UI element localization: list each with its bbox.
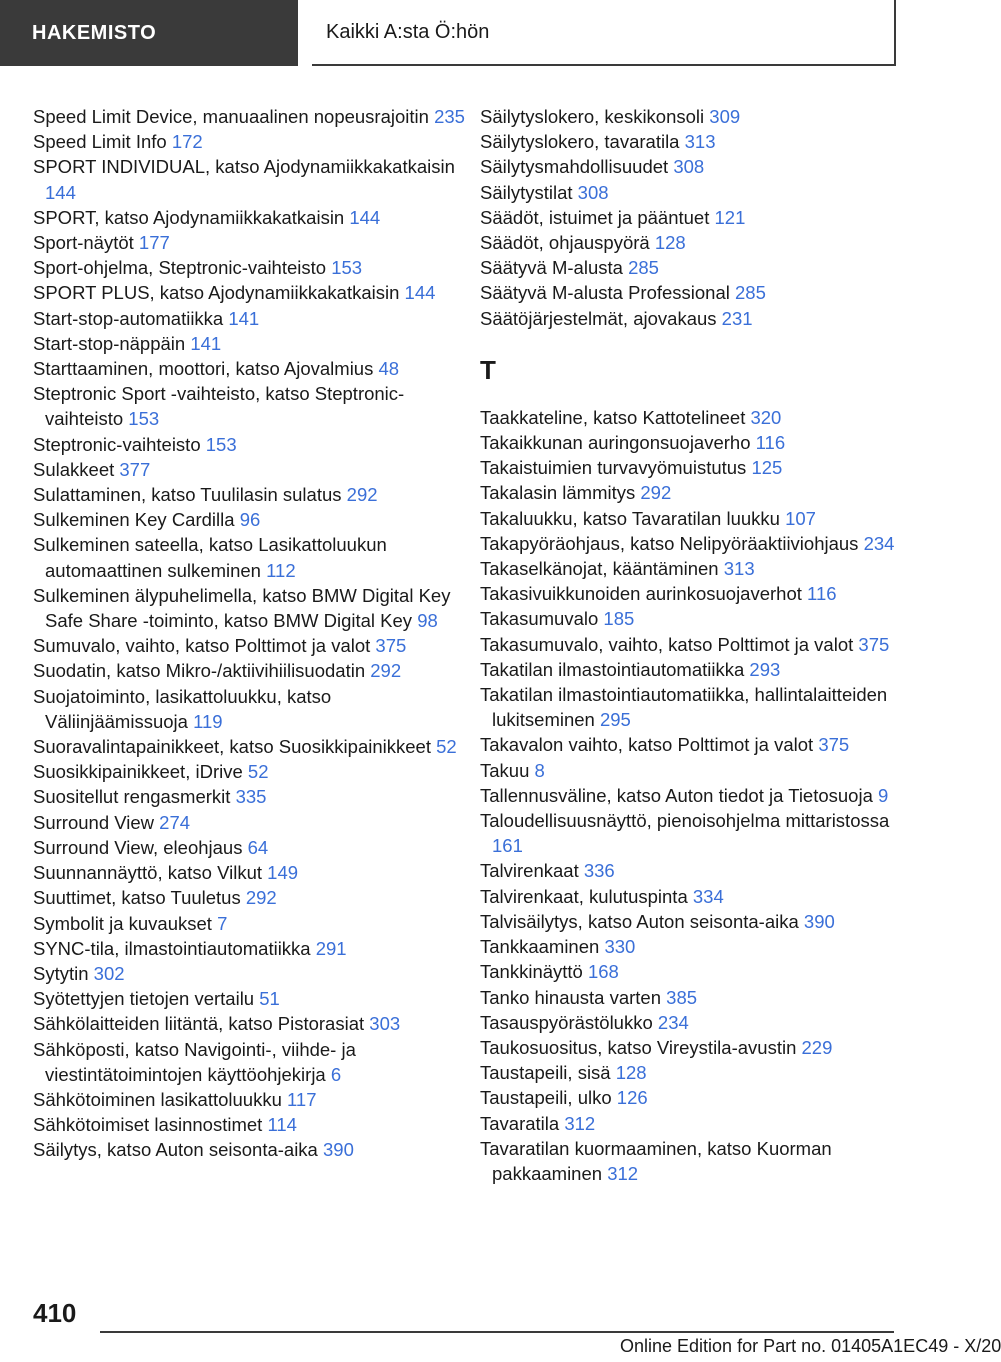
entry-page-link[interactable]: 114	[267, 1114, 297, 1136]
entry-page-link[interactable]: 292	[640, 482, 672, 504]
entry-term: Sulkeminen älypuhelimella, katso BMW Digital Key Safe Share -toiminto, katso BMW Digital Key	[33, 584, 451, 632]
entry-page-link[interactable]: 312	[564, 1112, 596, 1134]
entry-page-link[interactable]: 336	[583, 860, 615, 882]
entry-page-link[interactable]: 390	[803, 910, 835, 932]
index-entry	[33, 658, 473, 683]
entry-page-link[interactable]: 330	[604, 936, 636, 958]
entry-term: Sulakkeet	[33, 458, 115, 480]
index-entry	[480, 1085, 920, 1110]
section-subtitle: Kaikki A:sta Ö:hön	[326, 20, 490, 43]
entry-term: Talvirenkaat, kulutuspinta	[480, 885, 688, 907]
index-entry	[480, 154, 920, 179]
entry-page-link[interactable]: 308	[673, 156, 705, 178]
index-entry	[33, 507, 473, 532]
entry-term: Takapyöräohjaus, katso Nelipyöräaktiiviohjaus	[480, 532, 859, 554]
entry-page-link[interactable]: 390	[323, 1139, 354, 1161]
entry-page-link[interactable]: 334	[692, 885, 724, 907]
tab-divider	[298, 0, 312, 66]
entry-page-link[interactable]: 128	[654, 232, 686, 254]
index-entry	[480, 255, 920, 280]
entry-term: Takaselkänojat, kääntäminen	[480, 558, 719, 580]
index-entry	[33, 885, 473, 910]
index-entry	[480, 632, 920, 657]
footer-rule	[100, 1331, 894, 1333]
entry-term: SPORT INDIVIDUAL, katso Ajodynamiikkakatkaisin	[33, 156, 455, 178]
page-header	[0, 0, 960, 66]
entry-term: Sulattaminen, katso Tuulilasin sulatus	[33, 484, 342, 506]
index-entry	[480, 506, 920, 531]
entry-term: SPORT, katso Ajodynamiikkakatkaisin	[33, 206, 345, 228]
entry-term: Sulkeminen Key Cardilla	[33, 509, 235, 531]
index-entry	[33, 961, 473, 986]
entry-page-link[interactable]: 313	[723, 558, 755, 580]
index-entry	[33, 860, 473, 885]
index-entry	[480, 230, 920, 255]
index-entry	[480, 758, 920, 783]
entry-page-link[interactable]: 375	[375, 635, 407, 657]
entry-term: Taukosuositus, katso Vireystila-avustin	[480, 1036, 797, 1058]
entry-term: Speed Limit Device, manuaalinen nopeusrajoitin	[33, 106, 429, 127]
index-letter-heading: T	[480, 354, 496, 385]
index-entry	[33, 1137, 473, 1162]
entry-page-link[interactable]: 231	[721, 307, 753, 329]
index-entry	[33, 1037, 473, 1087]
entry-page-link[interactable]: 293	[749, 658, 781, 680]
index-entry	[33, 381, 473, 431]
entry-term: Tasauspyörästölukko	[480, 1011, 653, 1033]
entry-term: Säilytystilat	[480, 181, 573, 203]
entry-term: Suodatin, katso Mikro-/aktiivihiilisuodatin	[33, 660, 366, 682]
entry-page-link[interactable]: 274	[159, 811, 191, 833]
entry-term: Syötettyjen tietojen vertailu	[33, 988, 255, 1010]
index-entry	[33, 306, 473, 331]
entry-page-link[interactable]: 308	[577, 181, 609, 203]
entry-page-link[interactable]: 377	[119, 458, 151, 480]
entry-page-link[interactable]: 9	[878, 784, 889, 806]
index-entry	[33, 356, 473, 381]
entry-page-link[interactable]: 149	[267, 862, 299, 884]
entry-term: Takuu	[480, 759, 530, 781]
entry-page-link[interactable]: 313	[684, 131, 716, 153]
index-column-left	[33, 104, 473, 1163]
entry-term: Start-stop-automatiikka	[33, 307, 224, 329]
entry-term: Steptronic-vaihteisto	[33, 433, 201, 455]
index-entry	[480, 1010, 920, 1035]
index-entry	[33, 784, 473, 809]
entry-page-link[interactable]: 295	[599, 709, 631, 731]
index-entry	[480, 934, 920, 959]
entry-term: Taakkateline, katso Kattotelineet	[480, 406, 746, 428]
index-entry	[480, 657, 920, 682]
index-entry	[480, 306, 920, 331]
index-entry	[33, 810, 473, 835]
entry-page-link[interactable]: 126	[616, 1087, 648, 1109]
index-entry	[480, 1136, 920, 1186]
entry-term: Sähkötoimiset lasinnostimet	[33, 1114, 263, 1136]
index-entry	[33, 532, 473, 582]
index-entry	[33, 331, 473, 356]
entry-term: Takaikkunan auringonsuojaverho	[480, 432, 751, 454]
entry-page-link[interactable]: 292	[245, 887, 277, 909]
entry-term: Tankkinäyttö	[480, 961, 583, 983]
index-entry	[480, 1111, 920, 1136]
index-entry	[33, 280, 473, 305]
entry-term: Säädöt, ohjauspyörä	[480, 232, 650, 254]
entry-term: Taloudellisuusnäyttö, pienoisohjelma mittaristossa	[480, 810, 890, 832]
entry-term: Takalasin lämmitys	[480, 482, 636, 504]
entry-page-link[interactable]: 141	[228, 307, 260, 329]
entry-page-link[interactable]: 153	[205, 433, 237, 455]
entry-term: Takatilan ilmastointiautomatiikka, hallintalaitteiden lukitseminen	[480, 684, 888, 731]
entry-term: Sport-ohjelma, Steptronic-vaihteisto	[33, 257, 327, 279]
entry-page-link[interactable]: 292	[370, 660, 402, 682]
index-entry	[480, 531, 920, 556]
entry-page-link[interactable]: 117	[287, 1088, 317, 1110]
index-entry	[480, 1035, 920, 1060]
section-tab	[0, 0, 298, 66]
index-group-t	[480, 405, 920, 1186]
index-entry	[33, 911, 473, 936]
index-entry	[33, 734, 473, 759]
entry-term: Säilytyslokero, tavaratila	[480, 131, 680, 153]
entry-term: Sähkötoiminen lasikattoluukku	[33, 1088, 282, 1110]
entry-page-link[interactable]: 385	[666, 986, 698, 1008]
index-entry	[480, 104, 920, 129]
entry-page-link[interactable]: 309	[709, 106, 741, 127]
entry-page-link[interactable]: 234	[863, 532, 895, 554]
index-entry	[480, 606, 920, 631]
entry-page-link[interactable]: 96	[239, 509, 261, 531]
index-entry	[33, 457, 473, 482]
entry-page-link[interactable]: 144	[45, 181, 76, 203]
index-entry	[480, 455, 920, 480]
entry-page-link[interactable]: 64	[247, 836, 269, 858]
index-entry	[33, 759, 473, 784]
index-entry	[480, 129, 920, 154]
entry-term: Takasumuvalo	[480, 608, 599, 630]
entry-page-link[interactable]: 116	[755, 432, 786, 454]
entry-page-link[interactable]: 125	[751, 457, 783, 479]
entry-term: Säätyvä M-alusta	[480, 257, 623, 279]
entry-term: Talvisäilytys, katso Auton seisonta-aika	[480, 910, 799, 932]
entry-term: Tavaratilan kuormaaminen, katso Kuorman pakkaaminen	[480, 1137, 832, 1184]
entry-page-link[interactable]: 119	[193, 710, 223, 732]
index-entry	[480, 682, 920, 732]
entry-page-link[interactable]: 144	[404, 282, 436, 304]
index-entry	[480, 430, 920, 455]
page-number: 410	[33, 1298, 77, 1328]
index-entry	[480, 959, 920, 984]
entry-page-link[interactable]: 153	[128, 408, 160, 430]
entry-term: Start-stop-näppäin	[33, 332, 186, 354]
index-entry	[33, 583, 473, 633]
entry-page-link[interactable]: 51	[259, 988, 280, 1010]
index-entry	[480, 884, 920, 909]
index-entry	[480, 732, 920, 757]
entry-page-link[interactable]: 235	[434, 106, 465, 127]
entry-page-link[interactable]: 116	[807, 583, 837, 605]
entry-term: Speed Limit Info	[33, 131, 167, 153]
entry-term: Sähkölaitteiden liitäntä, katso Pistorasiat	[33, 1013, 365, 1035]
entry-term: Sulkeminen sateella, katso Lasikattoluukun automaattinen sulkeminen	[33, 534, 387, 581]
entry-term: Taustapeili, sisä	[480, 1062, 611, 1084]
index-entry	[480, 205, 920, 230]
entry-page-link[interactable]: 112	[266, 559, 296, 581]
entry-term: Tavaratila	[480, 1112, 560, 1134]
entry-page-link[interactable]: 302	[93, 962, 125, 984]
entry-page-link[interactable]: 320	[750, 406, 782, 428]
entry-term: Suunnannäyttö, katso Vilkut	[33, 862, 263, 884]
index-column-right	[480, 104, 920, 1186]
index-entry	[33, 482, 473, 507]
entry-page-link[interactable]: 144	[349, 206, 381, 228]
index-entry	[33, 633, 473, 658]
entry-page-link[interactable]: 8	[534, 759, 545, 781]
entry-term: Sumuvalo, vaihto, katso Polttimot ja valot	[33, 635, 371, 657]
index-entry	[33, 129, 473, 154]
index-entry	[33, 684, 473, 734]
entry-page-link[interactable]: 285	[628, 257, 659, 279]
entry-page-link[interactable]: 52	[436, 736, 457, 758]
entry-page-link[interactable]: 229	[801, 1036, 833, 1058]
index-entry	[480, 280, 920, 305]
entry-page-link[interactable]: 375	[858, 633, 890, 655]
entry-term: Takasumuvalo, vaihto, katso Polttimot ja valot	[480, 633, 854, 655]
entry-page-link[interactable]: 292	[346, 484, 378, 506]
entry-page-link[interactable]: 128	[615, 1062, 647, 1084]
entry-term: Tallennusväline, katso Auton tiedot ja Tietosuoja	[480, 784, 873, 806]
entry-term: Takatilan ilmastointiautomatiikka	[480, 658, 745, 680]
index-entry	[480, 1060, 920, 1085]
entry-term: Takaistuimien turvavyömuistutus	[480, 457, 747, 479]
index-entry	[33, 255, 473, 280]
entry-term: Säilytysmahdollisuudet	[480, 156, 669, 178]
entry-term: Symbolit ja kuvaukset	[33, 912, 212, 934]
subtitle-tab	[312, 0, 896, 66]
entry-term: Takavalon vaihto, katso Polttimot ja valot	[480, 734, 814, 756]
entry-term: Takaluukku, katso Tavaratilan luukku	[480, 507, 780, 529]
index-entry	[33, 936, 473, 961]
index-entry	[33, 205, 473, 230]
entry-term: Säilytyslokero, keskikonsoli	[480, 106, 705, 127]
entry-term: Surround View, eleohjaus	[33, 836, 243, 858]
entry-term: Takasivuikkunoiden aurinkosuojaverhot	[480, 583, 802, 605]
entry-page-link[interactable]: 107	[785, 507, 816, 529]
entry-term: Steptronic Sport -vaihteisto, katso Steptronic-vaihteisto	[33, 383, 405, 430]
entry-page-link[interactable]: 234	[657, 1011, 689, 1033]
index-entry	[480, 180, 920, 205]
entry-term: Sähköposti, katso Navigointi-, viihde- ja viestintätoimintojen käyttöohjekirja	[33, 1038, 356, 1085]
index-entry	[480, 405, 920, 430]
index-entry	[480, 556, 920, 581]
index-group-s	[480, 104, 920, 331]
index-entry	[480, 808, 920, 858]
entry-page-link[interactable]: 172	[171, 131, 203, 153]
entry-term: Suuttimet, katso Tuuletus	[33, 887, 241, 909]
index-entry	[33, 986, 473, 1011]
entry-term: Suositellut rengasmerkit	[33, 786, 231, 808]
entry-term: Taustapeili, ulko	[480, 1087, 612, 1109]
entry-page-link[interactable]: 121	[714, 206, 746, 228]
entry-page-link[interactable]: 98	[417, 610, 438, 632]
entry-page-link[interactable]: 168	[587, 961, 619, 983]
entry-page-link[interactable]: 291	[315, 937, 347, 959]
index-entry	[33, 104, 473, 129]
entry-term: Tankkaaminen	[480, 936, 600, 958]
entry-term: Starttaaminen, moottori, katso Ajovalmius	[33, 358, 374, 380]
entry-term: Tanko hinausta varten	[480, 986, 662, 1008]
entry-term: Säätyvä M-alusta Professional	[480, 282, 730, 304]
entry-page-link[interactable]: 285	[735, 282, 766, 304]
entry-page-link[interactable]: 141	[190, 332, 222, 354]
entry-term: Säätöjärjestelmät, ajovakaus	[480, 307, 717, 329]
entry-term: Sytytin	[33, 962, 89, 984]
entry-page-link[interactable]: 52	[247, 761, 269, 783]
index-entry	[480, 985, 920, 1010]
index-entry	[480, 783, 920, 808]
index-entry	[33, 230, 473, 255]
index-entry	[480, 581, 920, 606]
index-entry	[33, 154, 473, 204]
entry-term: Surround View	[33, 811, 155, 833]
entry-page-link[interactable]: 7	[217, 912, 228, 934]
index-entry	[33, 1112, 473, 1137]
entry-page-link[interactable]: 185	[603, 608, 635, 630]
entry-page-link[interactable]: 303	[369, 1013, 401, 1035]
entry-term: SYNC-tila, ilmastointiautomatiikka	[33, 937, 311, 959]
index-entry	[33, 432, 473, 457]
entry-term: Suosikkipainikkeet, iDrive	[33, 761, 243, 783]
entry-page-link[interactable]: 177	[138, 232, 170, 254]
entry-page-link[interactable]: 335	[235, 786, 267, 808]
entry-page-link[interactable]: 6	[330, 1063, 342, 1085]
entry-page-link[interactable]: 312	[607, 1162, 639, 1184]
index-entry	[33, 835, 473, 860]
entry-term: Suojatoiminto, lasikattoluukku, katso Väliinjäämissuoja	[33, 685, 332, 732]
entry-term: Sport-näytöt	[33, 232, 134, 254]
entry-term: SPORT PLUS, katso Ajodynamiikkakatkaisin	[33, 282, 400, 304]
index-entry	[480, 858, 920, 883]
entry-page-link[interactable]: 375	[818, 734, 850, 756]
entry-term: Talvirenkaat	[480, 860, 579, 882]
index-entry	[33, 1011, 473, 1036]
entry-term: Suoravalintapainikkeet, katso Suosikkipainikkeet	[33, 736, 431, 758]
entry-page-link[interactable]: 153	[331, 257, 363, 279]
index-entry	[480, 480, 920, 505]
entry-term: Säädöt, istuimet ja pääntuet	[480, 206, 710, 228]
index-entry	[33, 1087, 473, 1112]
entry-page-link[interactable]: 48	[378, 358, 400, 380]
entry-page-link[interactable]: 161	[492, 835, 523, 857]
section-title: HAKEMISTO	[32, 21, 157, 44]
index-entry	[480, 909, 920, 934]
entry-term: Säilytys, katso Auton seisonta-aika	[33, 1139, 318, 1161]
edition-note: Online Edition for Part no. 01405A1EC49 - X/20	[620, 1336, 1001, 1356]
